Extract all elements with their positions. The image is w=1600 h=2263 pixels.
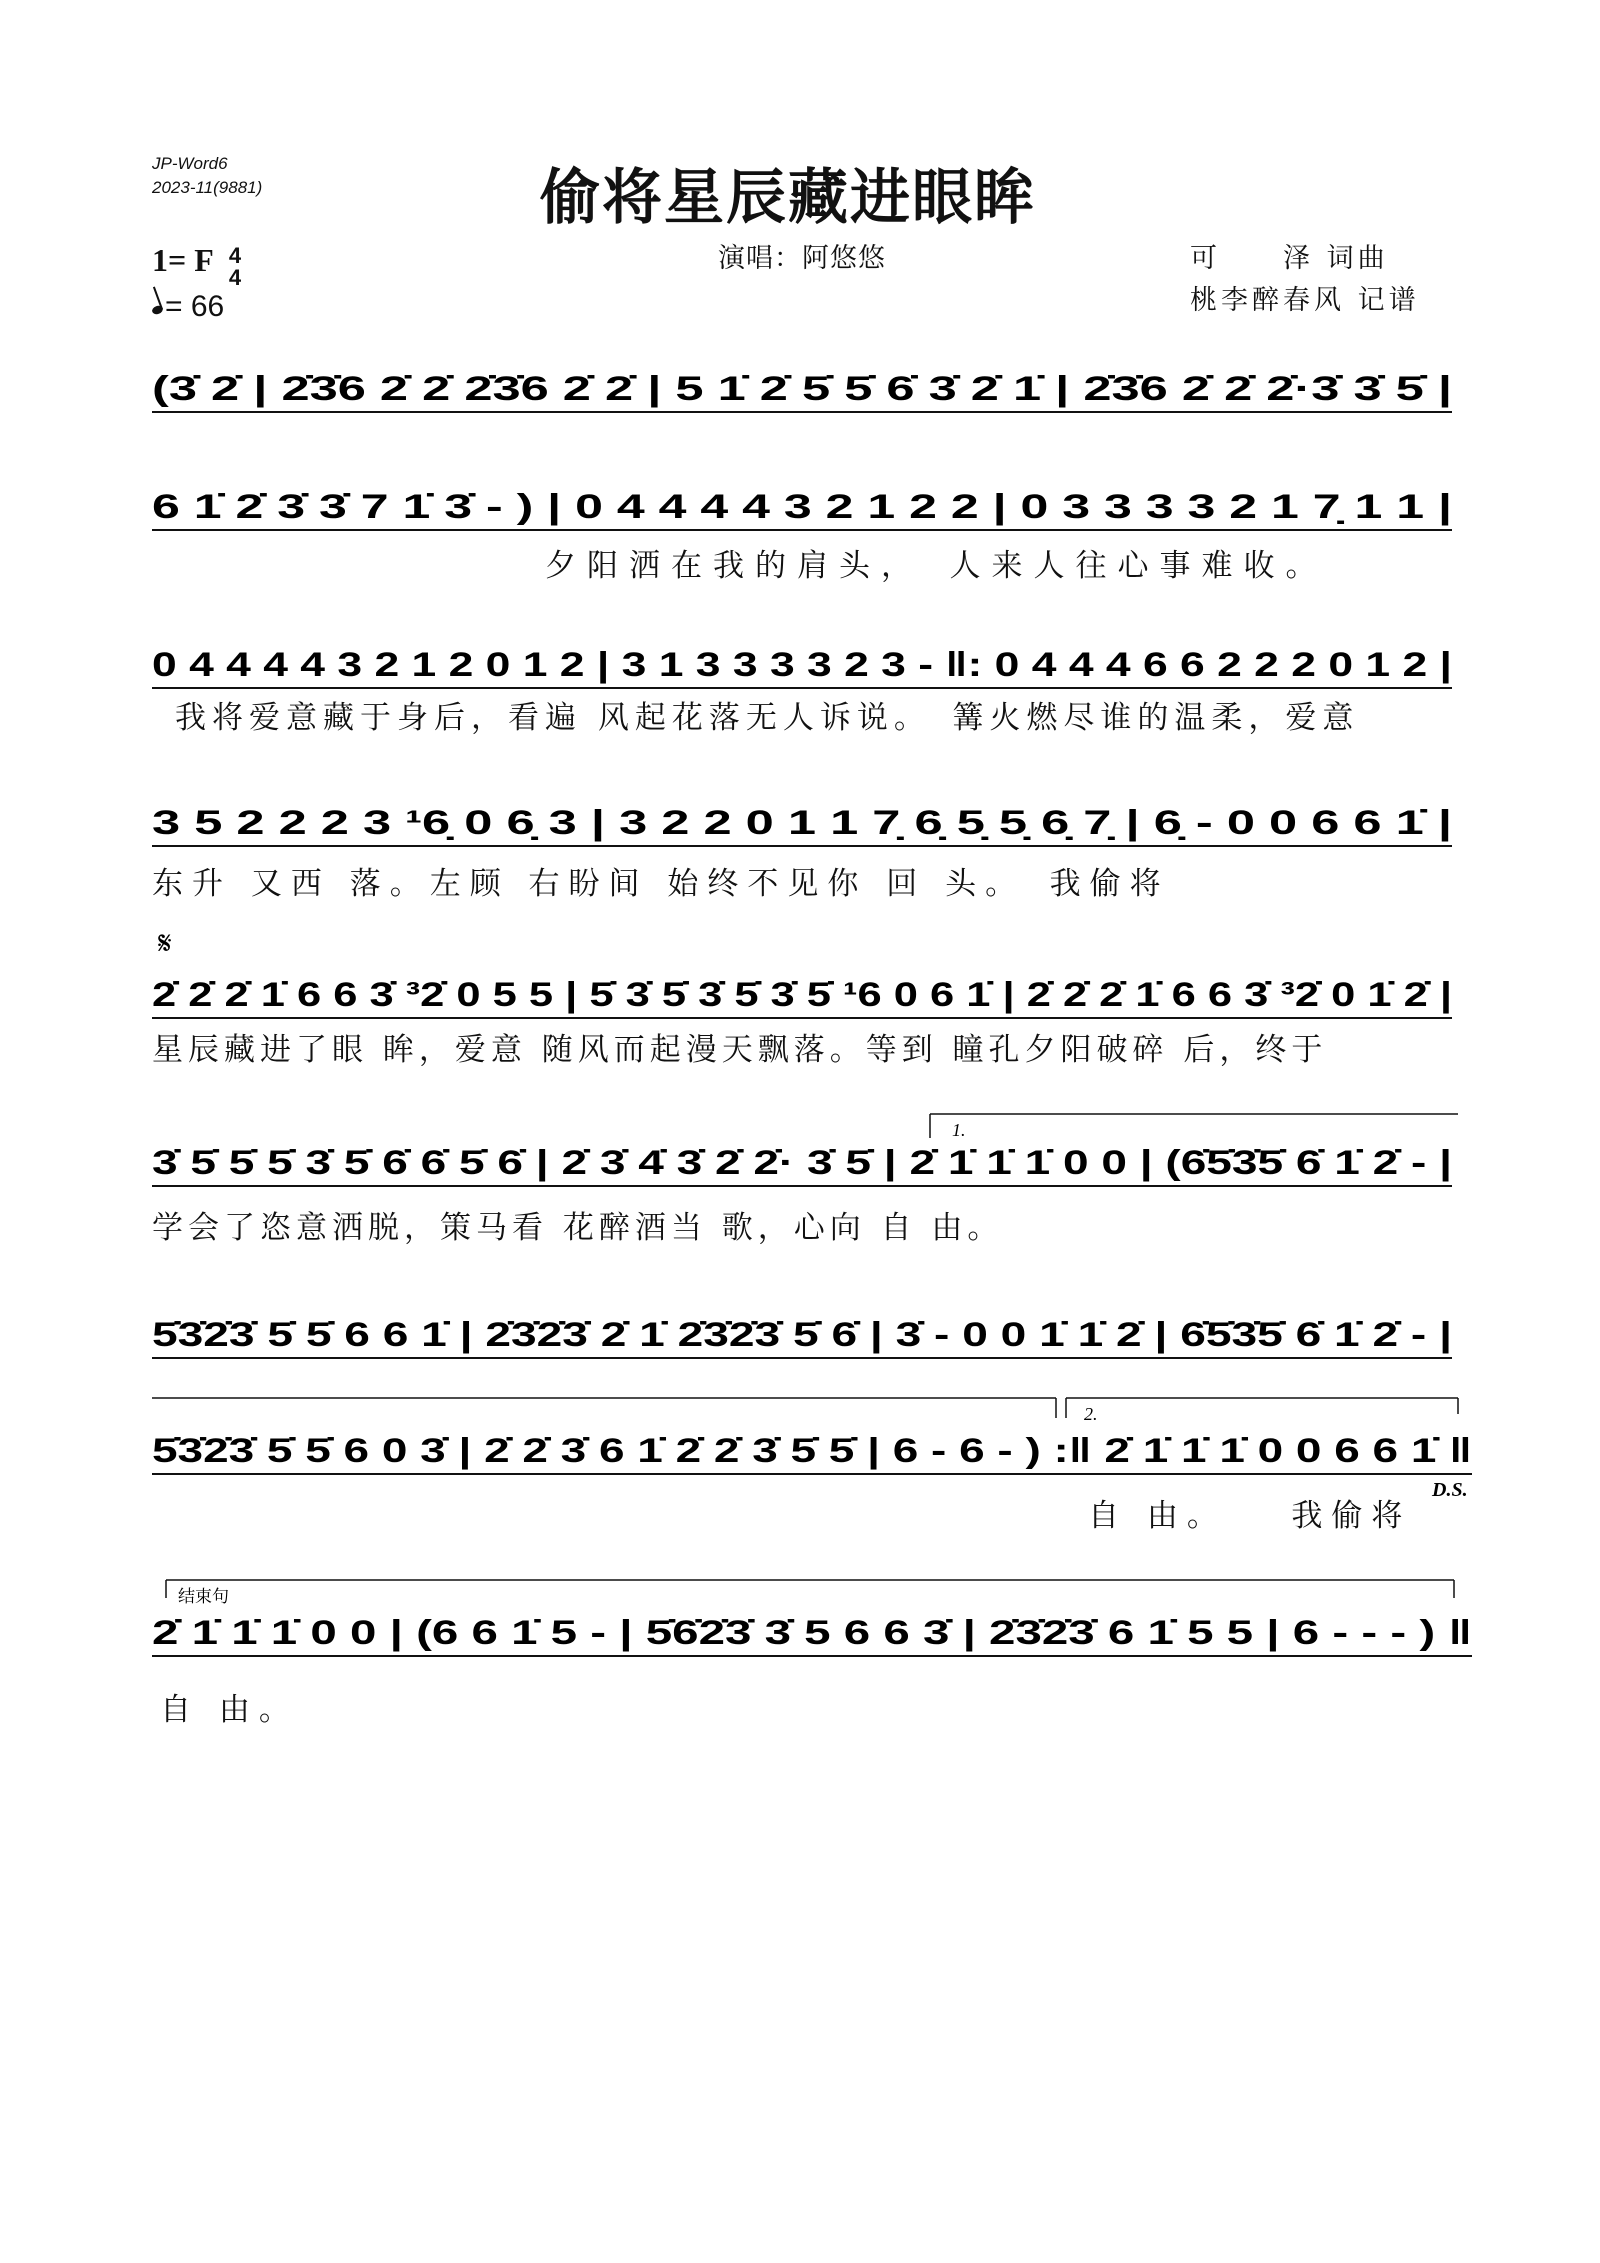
volta-1-label: 1.: [952, 1120, 966, 1140]
score-row-2: [0, 462, 1600, 542]
key-signature: [152, 242, 241, 289]
row-6-lyrics: 学会了恣意洒脱，策马看 花醉酒当 歌，心向 自 由。: [152, 1210, 1004, 1246]
coda-label: 结束句: [178, 1587, 229, 1607]
score-row-1: [0, 340, 1600, 440]
score-row-4: [0, 778, 1600, 858]
row-3-notes: 0 4 4 4 4 3 2 1 2 0 1 2 | 3 1 3 3 3 3 2 3 - ‖: 0 4 4 4 6 6 2 2 2 0 1 2 |: [152, 646, 1452, 684]
ds-mark: D.S.: [1432, 1479, 1468, 1501]
row-9-notes: 2̇ 1̇ 1̇ 1̇ 0 0 | (6 6 1̇ 5 - | 5̇6̇2̇3̇ 3̇ 5 6 6 3̇ | 2̇3̇2̇3̇ 6 1̇ 5 5 | 6 - - - ) ‖: [152, 1614, 1472, 1652]
score-row-5: [0, 918, 1600, 1028]
singer-credit: 演唱：阿悠悠: [718, 243, 886, 274]
key-label: 1= F: [152, 242, 214, 278]
composer-credit: 可 泽 词曲: [1190, 243, 1389, 274]
tempo-value: = 66: [165, 290, 225, 323]
row-5-notes: 2̇ 2̇ 2̇ 1̇ 6 6 3̇ ³2̇ 0 5 5 | 5̇ 3̇ 5̇ 3̇ 5̇ 3̇ 5̇ ¹6 0 6 1̇ | 2̇ 2̇ 2̇ 1̇ 6 6 3̇ ³2̇ 0 1̇ 2̇ |: [152, 976, 1452, 1014]
tempo-mark: [152, 290, 224, 324]
volta-2-label: 2.: [1084, 1404, 1098, 1424]
row-3-lyrics: 我将爱意藏于身后，看遍 风起花落无人诉说。 篝火燃尽谁的温柔，爱意: [175, 700, 1360, 736]
score-row-3: [0, 620, 1600, 700]
row-6-notes: 3̇ 5̇ 5̇ 5̇ 3̇ 5̇ 6̇ 6̇ 5̇ 6̇ | 2̇ 3̇ 4̇ 3̇ 2̇ 2̇· 3̇ 5̇ | 2̇ 1̇ 1̇ 1̇ 0 0 | (6̇5̇3̇5̇ 6̇ 1̇ 2̇ - |: [152, 1144, 1452, 1182]
row-1-notes: (3̇ 2̇ | 2̇3̇6 2̇ 2̇ 2̇3̇6 2̇ 2̇ | 5 1̇ 2̇ 5̇ 5̇ 6̇ 3̇ 2̇ 1̇ | 2̇3̇6 2̇ 2̇ 2̇·3̇ 3̇ 5̇ |: [152, 370, 1452, 408]
score-row-8: [0, 1388, 1600, 1501]
row-2-lyrics: 夕阳洒在我的肩头， 人来人往心事难收。: [545, 548, 1328, 584]
row-2-notes: 6 1̇ 2̇ 3̇ 3̇ 7 1̇ 3̇ - ) | 0 4 4 4 4 3 2 1 2 2 | 0 3 3 3 3 2 1 7̣ 1 1 |: [152, 488, 1452, 526]
software-label: JP-Word6: [152, 154, 228, 173]
time-signature: [228, 242, 242, 290]
segno-icon: 𝄋: [158, 924, 172, 962]
version-label: 2023-11(9881): [152, 178, 263, 197]
score-row-6: [0, 1108, 1600, 1198]
row-7-notes: 5̇3̇2̇3̇ 5̇ 5̇ 6 6 1̇ | 2̇3̇2̇3̇ 2̇ 1̇ 2̇3̇2̇3̇ 5̇ 6̇ | 3̇ - 0 0 1̇ 1̇ 2̇ | 6̇5̇3̇5̇ 6̇ 1̇ 2̇ - |: [152, 1316, 1452, 1354]
row-4-notes: 3 5 2 2 2 3 ¹6̣ 0 6̣ 3 | 3 2 2 0 1 1 7̣ 6̣ 5̣ 5̣ 6̣ 7̣ | 6̣ - 0 0 6 6 1̇ |: [152, 804, 1452, 842]
row-5-lyrics: 星辰藏进了眼 眸，爱意 随风而起漫天飘落。等到 瞳孔夕阳破碎 后，终于: [152, 1032, 1328, 1068]
time-top: 4: [228, 242, 242, 268]
row-4-lyrics: 东升 又西 落。左顾 右盼间 始终不见你 回 头。 我偷将: [152, 866, 1170, 902]
score-row-9: [0, 1574, 1600, 1664]
score-row-7: [0, 1290, 1600, 1370]
time-bottom: 4: [228, 264, 242, 290]
row-8-lyrics: 自 由。 我偷将: [1088, 1498, 1412, 1534]
row-9-lyrics: 自 由。: [160, 1692, 299, 1728]
page-title: 偷将星辰藏进眼眸: [540, 163, 1036, 233]
quarter-note-icon: [151, 304, 164, 315]
transcriber-credit: 桃李醉春风 记谱: [1190, 285, 1420, 316]
row-8-notes: 5̇3̇2̇3̇ 5̇ 5̇ 6 0 3̇ | 2̇ 2̇ 3̇ 6 1̇ 2̇ 2̇ 3̇ 5̇ 5̇ | 6 - 6 - ) :‖ 2̇ 1̇ 1̇ 1̇ 0 0 6 6 1̇ ‖: [152, 1432, 1472, 1470]
